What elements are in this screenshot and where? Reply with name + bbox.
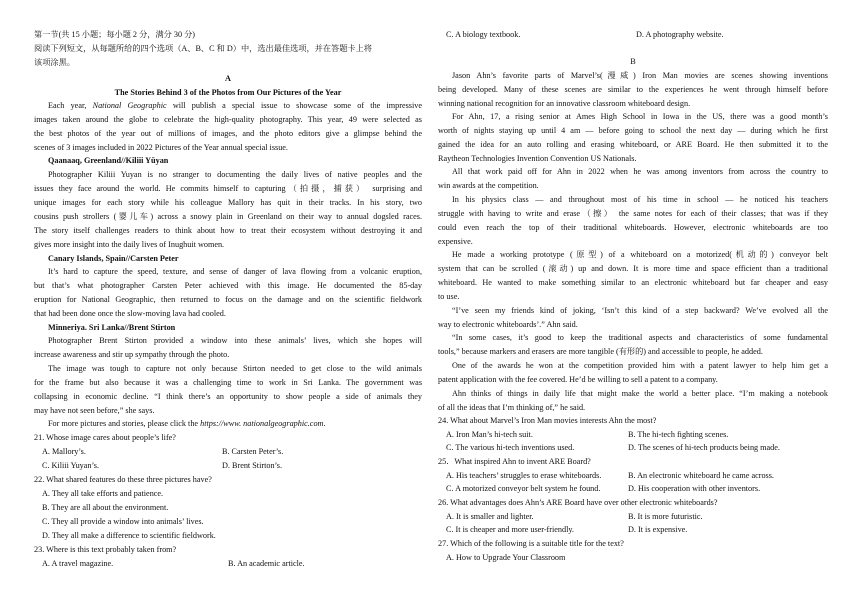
question-21: 21. Whose image cares about people’s life? — [34, 433, 176, 442]
website-link[interactable]: https://www. nationalgeographic.com — [200, 419, 324, 428]
magazine-name: National Geographic — [92, 101, 167, 110]
paragraph-line: Ahn thinks of things in daily life that might make the world a better place. “I’m making a notebook — [452, 389, 828, 398]
paragraph-line: system that can be scrolled (滚动) up and down. It is more time and space efficient than a traditional — [438, 264, 828, 273]
paragraph-line: Photographer Brent Stirton provided a window into these animals’ lives, which she hopes will — [48, 336, 422, 345]
paragraph-line: Jason Ahn’s favorite parts of Marvel’s(漫威) Iron Man movies are scenes showing inventions — [452, 71, 828, 80]
section-instruction: 阅读下列短文，从每题所给的四个选项（A、B、C 和 D）中，选出最佳选项，并在答题卡上将 — [34, 44, 372, 53]
option[interactable]: A. His teachers’ struggles to erase whiteboards. — [446, 471, 602, 480]
paragraph-line: winning national recognition for an innovative classroom whiteboard design. — [438, 99, 691, 108]
paragraph-line: He made a working prototype (原型) of a whiteboard on a motorized(机动的) conveyor belt — [452, 250, 828, 259]
option[interactable]: D. Brent Stirton’s. — [222, 461, 283, 470]
paragraph-line: increase awareness and stir up sympathy through the photo. — [34, 350, 230, 359]
paragraph-line: scenes of 3 images included in 2022 Pictures of the Year annual special issue. — [34, 143, 288, 152]
option[interactable]: D. A photography website. — [636, 30, 724, 39]
question-22: 22. What shared features do these three pictures have? — [34, 475, 212, 484]
option[interactable]: A. How to Upgrade Your Classroom — [446, 553, 566, 562]
option[interactable]: A. They all take efforts and patience. — [42, 489, 164, 498]
section-instruction: 第一节(共 15 小题；每小题 2 分，满分 30 分) — [34, 30, 196, 39]
paragraph-line: eruption for National Geographic, then returned to focus on the damage and on the scientific fieldwork — [34, 295, 422, 304]
paragraph-line: cousins push strollers (婴儿车) across a snowy plain in Greenland on their way to annual dogsled races. — [34, 212, 422, 221]
paragraph-line: but that’s what photographer Carsten Peter achieved with this image. He documented the 85-day — [34, 281, 422, 290]
option[interactable]: D. His cooperation with other inventors. — [628, 484, 761, 493]
question-24: 24. What about Marvel’s Iron Man movies interests Ahn the most? — [438, 416, 657, 425]
section-heading-canary: Canary Islands, Spain//Carsten Peter — [48, 254, 179, 263]
paragraph-line: It’s hard to capture the speed, texture, and sense of danger of lava flowing from a volcanic eruption, — [48, 267, 422, 276]
option[interactable]: C. It is cheaper and more user-friendly. — [446, 525, 574, 534]
question-26: 26. What advantages does Ahn’s ARE Board have over other electronic whiteboards? — [438, 498, 718, 507]
option[interactable]: B. An electronic whiteboard he came across. — [628, 471, 774, 480]
paragraph-line: win awards at the competition. — [438, 181, 539, 190]
paragraph-line: For Ahn, 17, a rising senior at Ames High School in Iowa in the US, there was a good month’s — [452, 112, 828, 121]
paragraph-line: In his physics class — and throughout most of his time in school — he noticed his teachers — [452, 195, 828, 204]
more-info-line: For more pictures and stories, please click the https://www. nationalgeographic.com. — [48, 419, 326, 428]
option[interactable]: C. Kiliii Yuyan’s. — [42, 461, 100, 470]
paragraph-line: to use. — [438, 292, 460, 301]
paragraph-line: struggle with having to write and erase（擦） the same notes for each of their classes; that was if they — [438, 209, 828, 218]
option[interactable]: A. Iron Man’s hi-tech suit. — [446, 430, 533, 439]
option[interactable]: A. A travel magazine. — [42, 559, 114, 568]
option[interactable]: C. A biology textbook. — [446, 30, 521, 39]
paragraph-line: “I’ve seen my friends kind of joking, ‘Isn’t this kind of a step backward? We’ve evolved all the — [452, 306, 828, 315]
section-instruction: 该项涂黑。 — [34, 58, 75, 67]
passage-b-label: B — [630, 57, 636, 66]
paragraph-line: the best photos of the year out of millions of images, and the photo editors give a glimpse behind the — [34, 129, 422, 138]
paragraph-line: The image was tough to capture not only because Stirton needed to get close to the wild animals — [48, 364, 422, 373]
option[interactable]: A. It is smaller and lighter. — [446, 512, 534, 521]
paragraph-line: Each year, National Geographic will publish a special issue to showcase some of the impressive — [48, 101, 422, 110]
option[interactable]: D. They all make a difference to scientific fieldwork. — [42, 531, 216, 540]
question-25: 25．What inspired Ahn to invent ARE Board? — [438, 457, 591, 466]
paragraph-line: could even reach the top of their traditional whiteboards. However, electronic whiteboards are too — [438, 223, 828, 232]
paragraph-line: expensive. — [438, 237, 473, 246]
paragraph-line: whiteboard. He wanted to make something similar to an electronic whiteboard but far cheaper and easy — [438, 278, 828, 287]
paragraph-line: way to electronic whiteboards’.” Ahn said. — [438, 320, 578, 329]
paragraph-line: patent application with the fee covered. He’d be willing to sell a patent to a company. — [438, 375, 718, 384]
paragraph-line: worth of nights staying up until 4 am — before going to school the next day — during which he first — [438, 126, 828, 135]
option[interactable]: C. They all provide a window into animals’ lives. — [42, 517, 204, 526]
paragraph-line: gives more insight into the daily lives of Inughuit women. — [34, 240, 225, 249]
paragraph-line: may have not seen before,” she says. — [34, 406, 155, 415]
paragraph-line: tools,” because markers and erasers are more tangible (有形的) and accessible to people, he added. — [438, 347, 763, 356]
option[interactable]: D. It is expensive. — [628, 525, 688, 534]
paragraph-line: One of the awards he won at the competition provided him with a patent lawyer to help him get a — [452, 361, 828, 370]
paragraph-line: gained the idea for an auto rolling and erasing whiteboard, or ARE Board. He then submitted it to the — [438, 140, 828, 149]
paragraph-line: “In some cases, it’s good to keep the traditional aspects and characteristics of some fundamental — [452, 333, 828, 342]
passage-a-label: A — [225, 74, 231, 83]
paragraph-line: All that work paid off for Ahn in 2022 when he was among inventors from across the country to — [452, 167, 828, 176]
paragraph-line: of all the ideas that I’m thinking of,” he said. — [438, 403, 586, 412]
option[interactable]: A. Mallory’s. — [42, 447, 86, 456]
paragraph-line: Raytheon Technologies Invention Convention US Nationals. — [438, 154, 637, 163]
section-heading-greenland: Qaanaaq, Greenland//Kiliii Yūyan — [48, 156, 169, 165]
paragraph-line: images taken around the globe to celebrate the high-quality photography. This year, 49 were selected as — [34, 115, 422, 124]
option[interactable]: C. A motorized conveyor belt system he found. — [446, 484, 601, 493]
paragraph-line: that had been done once the slow-moving lava had cooled. — [34, 309, 226, 318]
paragraph-line: unique images for each story while his colleague Mallory has quit in their tracks. In his story, two — [34, 198, 422, 207]
option[interactable]: B. It is more futuristic. — [628, 512, 703, 521]
question-23: 23. Where is this text probably taken from? — [34, 545, 177, 554]
option[interactable]: B. The hi-tech fighting scenes. — [628, 430, 729, 439]
option[interactable]: B. They are all about the environment. — [42, 503, 169, 512]
paragraph-line: being developed. Many of these scenes are similar to the experiences he went through himself before — [438, 85, 828, 94]
paragraph-line: issues they face around the world. He commits himself to capturing（拍摄，捕获） surprising and — [34, 184, 422, 193]
option[interactable]: C. The various hi-tech inventions used. — [446, 443, 575, 452]
section-heading-srilanka: Minneriya. Sri Lanka//Brent Stirton — [48, 323, 176, 332]
option[interactable]: D. The scenes of hi-tech products being made. — [628, 443, 780, 452]
paragraph-line: Photographer Kiliii Yuyan is no stranger to documenting the daily lives of native peoples and the — [48, 170, 422, 179]
paragraph-line: The story itself challenges readers to think about how to treat their ecosystem without destroying it and — [34, 226, 422, 235]
paragraph-line: for the frame but also because it was a challenging time to work in Sri Lanka. The government was — [34, 378, 422, 387]
paragraph-line: collapsing in economic decline. “I think there’s an opportunity to show people a side of animals they — [34, 392, 422, 401]
question-27: 27. Which of the following is a suitable title for the text? — [438, 539, 624, 548]
option[interactable]: B. An academic article. — [228, 559, 305, 568]
passage-a-title: The Stories Behind 3 of the Photos from Our Pictures of the Year — [114, 88, 342, 97]
option[interactable]: B. Carsten Peter’s. — [222, 447, 284, 456]
